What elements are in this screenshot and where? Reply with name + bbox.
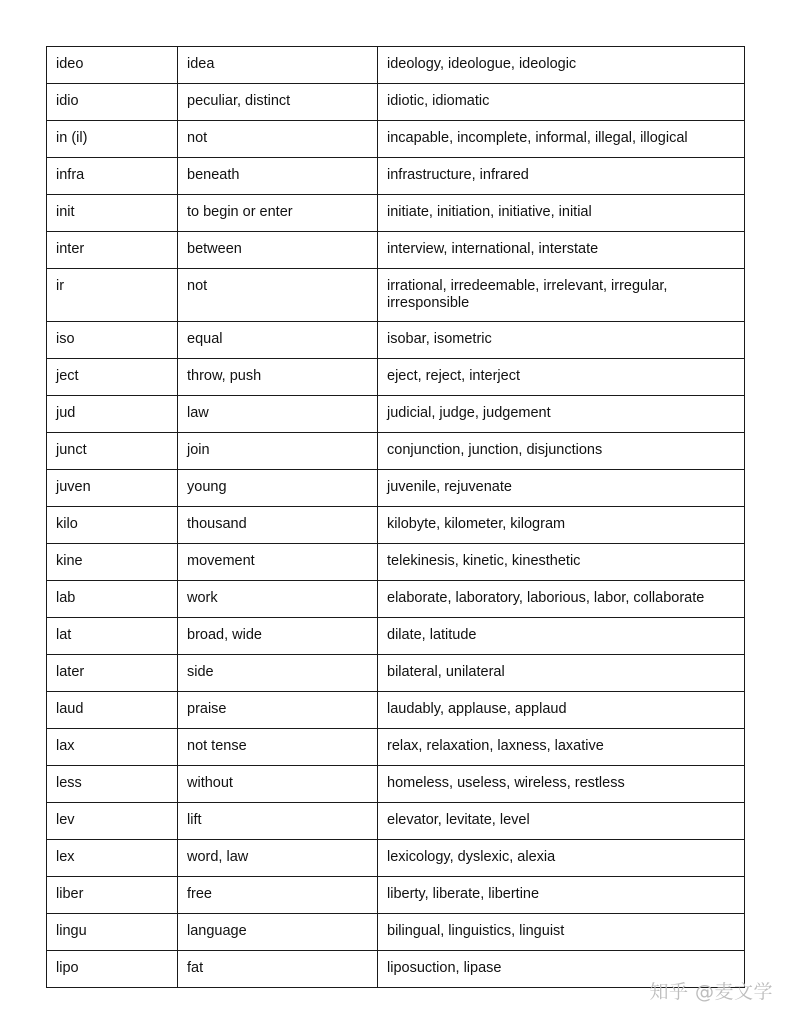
examples-cell: relax, relaxation, laxness, laxative	[378, 729, 745, 766]
meaning-cell: side	[178, 655, 378, 692]
meaning-cell: praise	[178, 692, 378, 729]
examples-cell: isobar, isometric	[378, 322, 745, 359]
meaning-cell: peculiar, distinct	[178, 84, 378, 121]
meaning-cell: lift	[178, 803, 378, 840]
watermark: 知乎 @麦文学	[649, 981, 773, 1003]
examples-cell: irrational, irredeemable, irrelevant, irregular, irresponsible	[378, 269, 745, 322]
meaning-cell: without	[178, 766, 378, 803]
meaning-cell: thousand	[178, 507, 378, 544]
meaning-cell: throw, push	[178, 359, 378, 396]
table-row	[47, 359, 745, 396]
meaning-cell: movement	[178, 544, 378, 581]
meaning-cell: not tense	[178, 729, 378, 766]
word-roots-table	[46, 46, 745, 988]
meaning-cell: join	[178, 433, 378, 470]
root-cell: lax	[47, 729, 178, 766]
examples-cell: lexicology, dyslexic, alexia	[378, 840, 745, 877]
table-row	[47, 470, 745, 507]
examples-cell: homeless, useless, wireless, restless	[378, 766, 745, 803]
examples-cell: initiate, initiation, initiative, initial	[378, 195, 745, 232]
table-row	[47, 544, 745, 581]
table-row	[47, 47, 745, 84]
table-row	[47, 655, 745, 692]
meaning-cell: law	[178, 396, 378, 433]
examples-cell: juvenile, rejuvenate	[378, 470, 745, 507]
table-row	[47, 877, 745, 914]
table-row	[47, 433, 745, 470]
examples-cell: eject, reject, interject	[378, 359, 745, 396]
root-cell: later	[47, 655, 178, 692]
root-cell: lingu	[47, 914, 178, 951]
root-cell: in (il)	[47, 121, 178, 158]
examples-cell: judicial, judge, judgement	[378, 396, 745, 433]
table-row	[47, 322, 745, 359]
table-row	[47, 692, 745, 729]
root-cell: ject	[47, 359, 178, 396]
root-cell: ideo	[47, 47, 178, 84]
table-row	[47, 729, 745, 766]
table-row	[47, 581, 745, 618]
table-row	[47, 121, 745, 158]
root-cell: infra	[47, 158, 178, 195]
meaning-cell: word, law	[178, 840, 378, 877]
examples-cell: laudably, applause, applaud	[378, 692, 745, 729]
examples-cell: telekinesis, kinetic, kinesthetic	[378, 544, 745, 581]
examples-cell: bilingual, linguistics, linguist	[378, 914, 745, 951]
table-row	[47, 84, 745, 121]
root-cell: laud	[47, 692, 178, 729]
root-cell: liber	[47, 877, 178, 914]
root-cell: lev	[47, 803, 178, 840]
examples-cell: kilobyte, kilometer, kilogram	[378, 507, 745, 544]
root-cell: kine	[47, 544, 178, 581]
root-cell: less	[47, 766, 178, 803]
root-cell: inter	[47, 232, 178, 269]
meaning-cell: between	[178, 232, 378, 269]
word-roots-table-body	[47, 47, 745, 988]
examples-cell: idiotic, idiomatic	[378, 84, 745, 121]
root-cell: lipo	[47, 951, 178, 988]
meaning-cell: not	[178, 121, 378, 158]
meaning-cell: free	[178, 877, 378, 914]
root-cell: lex	[47, 840, 178, 877]
word-roots-table-container	[46, 46, 744, 988]
meaning-cell: beneath	[178, 158, 378, 195]
examples-cell: dilate, latitude	[378, 618, 745, 655]
table-row	[47, 195, 745, 232]
table-row	[47, 766, 745, 803]
examples-cell: elaborate, laboratory, laborious, labor, collaborate	[378, 581, 745, 618]
examples-cell: infrastructure, infrared	[378, 158, 745, 195]
meaning-cell: equal	[178, 322, 378, 359]
table-row	[47, 269, 745, 322]
meaning-cell: broad, wide	[178, 618, 378, 655]
examples-cell: interview, international, interstate	[378, 232, 745, 269]
meaning-cell: not	[178, 269, 378, 322]
root-cell: kilo	[47, 507, 178, 544]
meaning-cell: language	[178, 914, 378, 951]
examples-cell: elevator, levitate, level	[378, 803, 745, 840]
meaning-cell: work	[178, 581, 378, 618]
meaning-cell: to begin or enter	[178, 195, 378, 232]
table-row	[47, 232, 745, 269]
table-row	[47, 914, 745, 951]
root-cell: lat	[47, 618, 178, 655]
root-cell: init	[47, 195, 178, 232]
meaning-cell: young	[178, 470, 378, 507]
examples-cell: incapable, incomplete, informal, illegal, illogical	[378, 121, 745, 158]
root-cell: jud	[47, 396, 178, 433]
meaning-cell: idea	[178, 47, 378, 84]
root-cell: junct	[47, 433, 178, 470]
examples-cell: liberty, liberate, libertine	[378, 877, 745, 914]
root-cell: juven	[47, 470, 178, 507]
table-row	[47, 951, 745, 988]
table-row	[47, 803, 745, 840]
examples-cell: bilateral, unilateral	[378, 655, 745, 692]
table-row	[47, 840, 745, 877]
table-row	[47, 396, 745, 433]
table-row	[47, 618, 745, 655]
root-cell: idio	[47, 84, 178, 121]
examples-cell: liposuction, lipase	[378, 951, 745, 988]
root-cell: iso	[47, 322, 178, 359]
root-cell: lab	[47, 581, 178, 618]
examples-cell: ideology, ideologue, ideologic	[378, 47, 745, 84]
examples-cell: conjunction, junction, disjunctions	[378, 433, 745, 470]
table-row	[47, 507, 745, 544]
root-cell: ir	[47, 269, 178, 322]
meaning-cell: fat	[178, 951, 378, 988]
table-row	[47, 158, 745, 195]
